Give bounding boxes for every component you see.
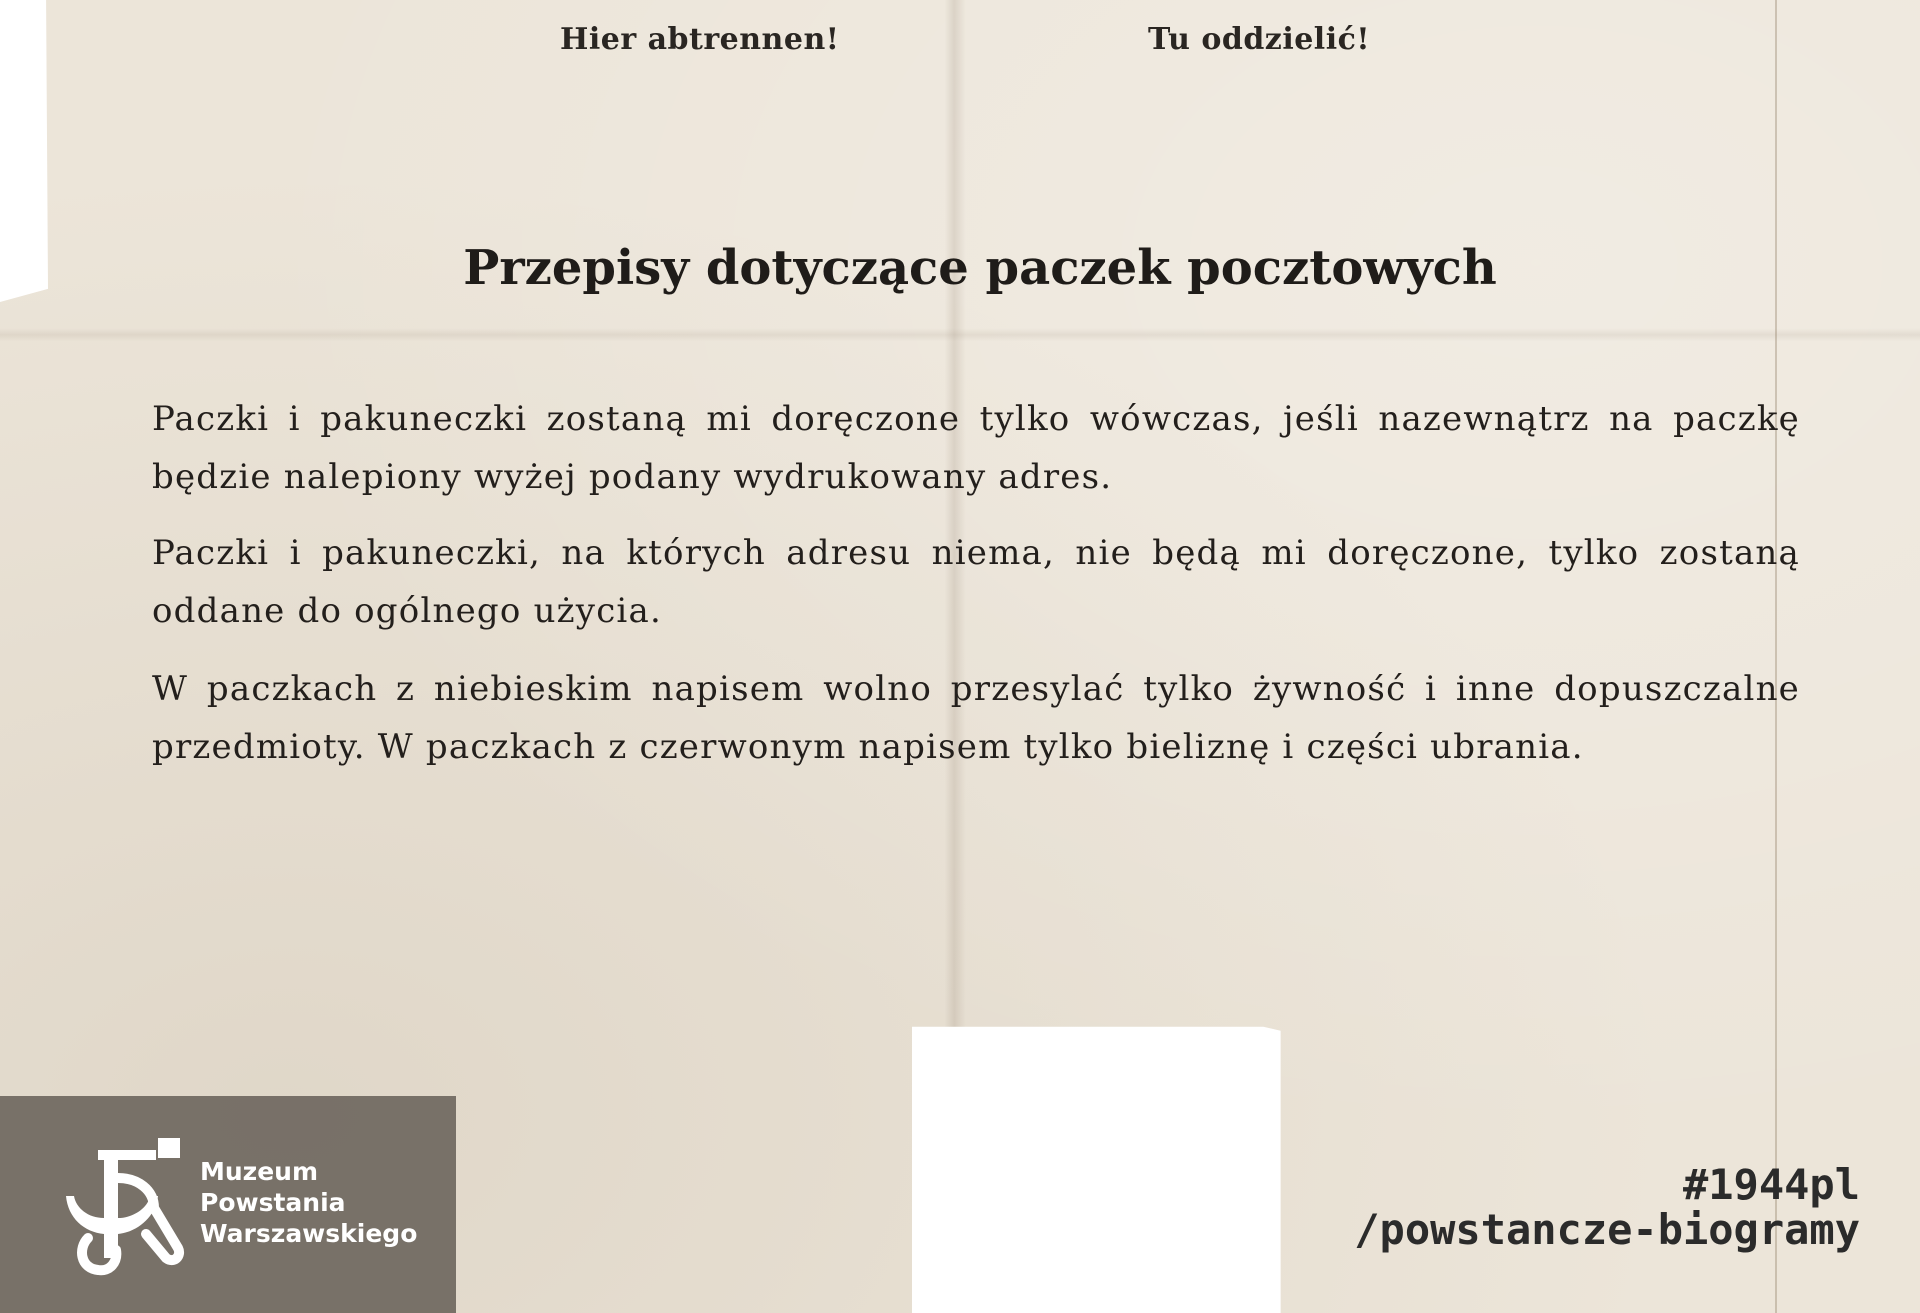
museum-logo-panel [0,1096,456,1313]
hashtag-label: #1944pl [1682,1160,1860,1209]
cut-here-german: Hier abtrennen! [560,22,840,57]
document-title: Przepisy dotyczące paczek pocztowych [463,240,1497,296]
paragraph-1: Paczki i pakuneczki zostaną mi doręczone tylko wówczas, jeśli nazewnątrz na paczkę będzie nalepiony wyżej podany wydrukowany adres. [152,399,1800,497]
paragraph-3: W paczkach z niebieskim napisem wolno przesylać tylko żywność i inne dopuszczalne przedmioty. W paczkach z czerwonym napisem tylko bieliznę i części ubrania. [152,669,1800,767]
website-path-label: /powstancze-biogramy [1354,1205,1860,1254]
cut-here-polish: Tu oddzielić! [1148,22,1371,57]
museum-name-line-2: Powstania [200,1188,346,1217]
paragraph-2: Paczki i pakuneczki, na których adresu niema, nie będą mi doręczone, tylko zostaną oddane do ogólnego użycia. [152,533,1800,631]
paper-edge-line [1775,0,1777,1313]
museum-name-line-3: Warszawskiego [200,1219,418,1248]
kotwica-anchor-icon [58,1138,188,1278]
museum-name [200,1156,417,1249]
museum-name-line-1: Muzeum [200,1157,319,1186]
